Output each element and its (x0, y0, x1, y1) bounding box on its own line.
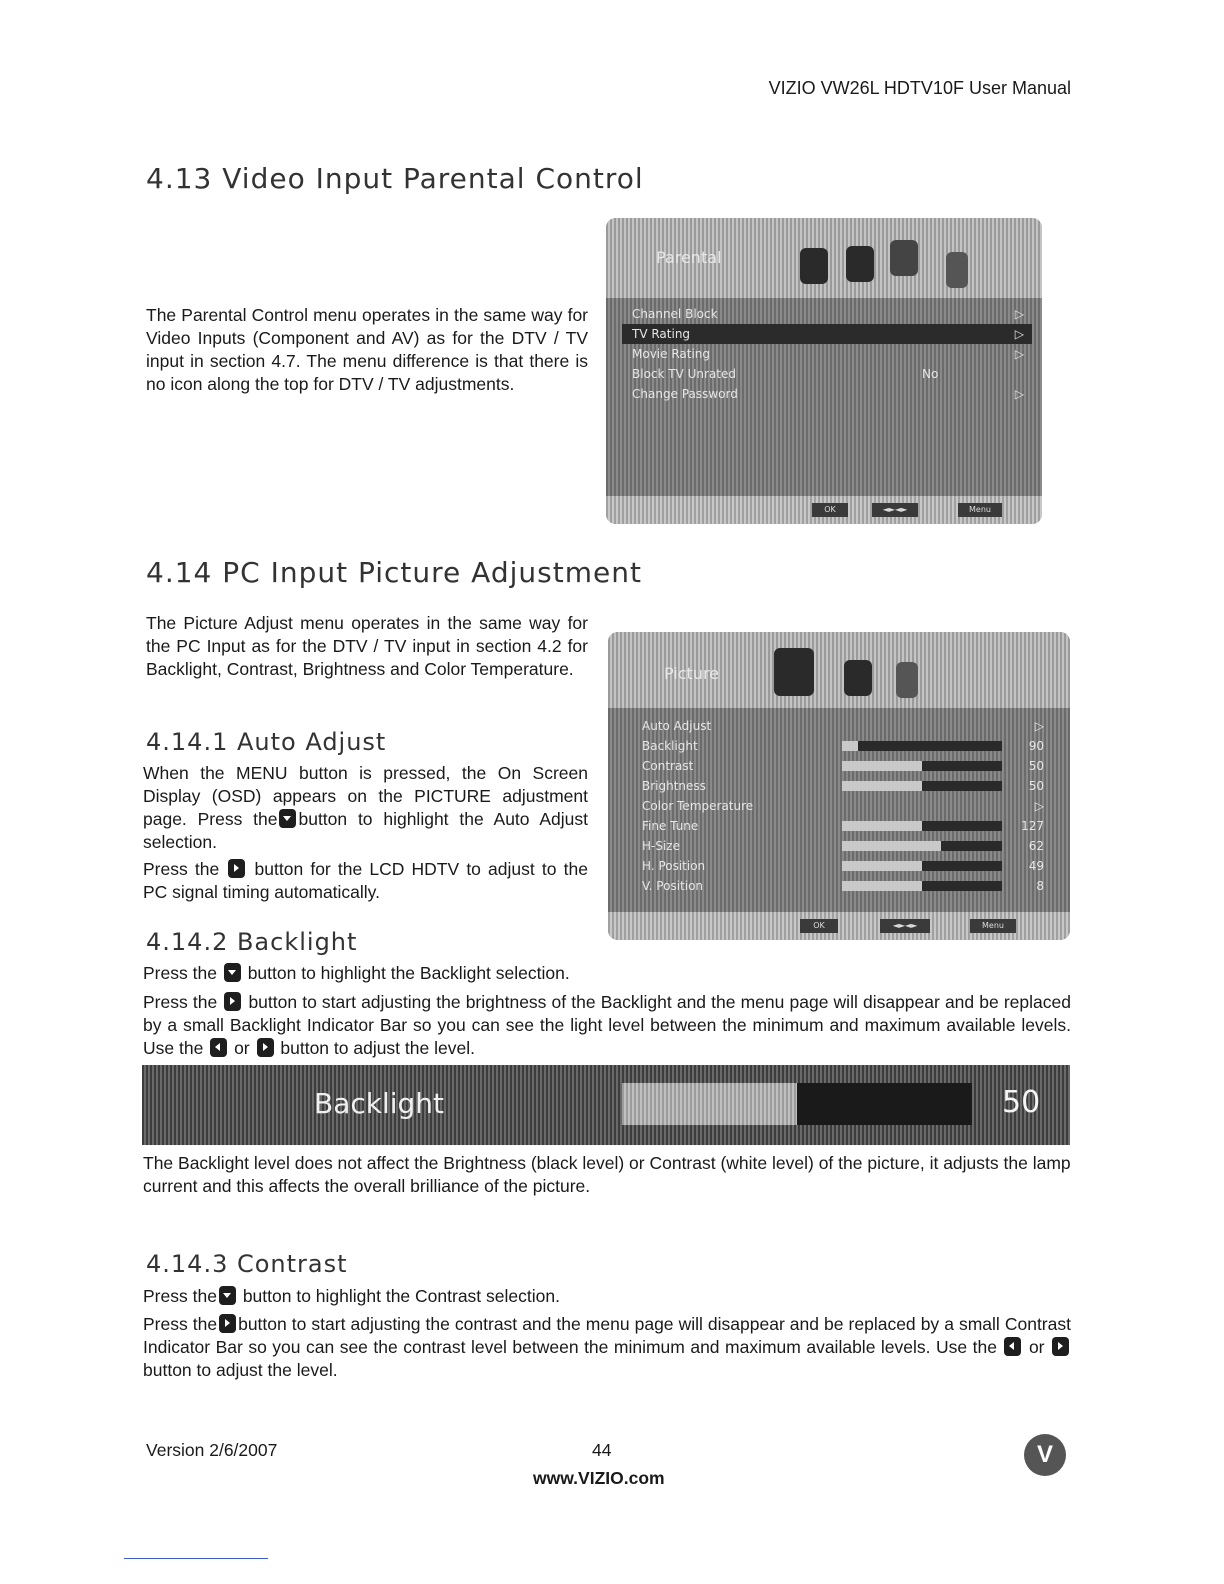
section-4-14-2-paragraph-1: Press the button to highlight the Backlight selection. (143, 963, 570, 983)
indicator-value: 50 (1002, 1085, 1041, 1120)
section-4-14-2-heading: 4.14.2 Backlight (146, 928, 358, 956)
level-bar (842, 741, 1002, 751)
down-button-icon (224, 963, 241, 982)
picture-menu-item: H-Size 62 (642, 839, 1044, 853)
manual-title: VIZIO VW26L HDTV10F User Manual (768, 78, 1071, 98)
right-button-icon (219, 1314, 236, 1333)
level-value: 49 (1028, 859, 1044, 873)
audio-icon (846, 246, 874, 282)
level-bar (842, 761, 1002, 771)
picture-menu-list (632, 716, 1052, 896)
level-value: 50 (1028, 779, 1044, 793)
picture-menu-item: Backlight 90 (642, 739, 1044, 753)
section-4-14-3-paragraph-1: Press the button to highlight the Contrast selection. (143, 1286, 560, 1306)
level-bar-fill (941, 841, 1002, 851)
section-4-13-heading: 4.13 Video Input Parental Control (146, 162, 644, 195)
section-4-14-heading: 4.14 PC Input Picture Adjustment (146, 556, 642, 589)
picture-menu-item: Fine Tune 127 (642, 819, 1044, 833)
submenu-arrow-icon: ▷ (1034, 799, 1044, 813)
left-button-icon (1004, 1337, 1021, 1356)
osd-title: Picture (664, 664, 720, 683)
osd-header (608, 632, 1070, 708)
level-bar (842, 781, 1002, 791)
settings-icon (896, 662, 918, 698)
level-bar-fill (922, 761, 1002, 771)
picture-menu-item: Color Temperature ▷ (642, 799, 1044, 813)
parental-icon (890, 240, 918, 276)
parental-osd-screenshot (606, 218, 1042, 524)
indicator-track (622, 1083, 972, 1125)
vizio-logo-icon: V (1024, 1434, 1066, 1476)
osd-menu-button: Menu (958, 503, 1002, 517)
backlight-indicator-bar (142, 1065, 1070, 1145)
section-4-14-2-paragraph-3: The Backlight level does not affect the Brightness (black level) or Contrast (white level) of the picture, it adjusts the lamp current and this affects the overall brilliance of the picture. (143, 1153, 1071, 1196)
osd-ok-button: OK (800, 919, 838, 933)
level-value: 50 (1028, 759, 1044, 773)
section-4-14-body: The Picture Adjust menu operates in the same way for the PC Input as for the DTV / TV input in section 4.2 for Backlight, Contrast, Brightness and Color Temperature. (146, 613, 588, 679)
level-value: 62 (1028, 839, 1044, 853)
osd-title: Parental (656, 248, 722, 267)
down-button-icon (279, 809, 296, 828)
level-bar (842, 881, 1002, 891)
osd-ok-button: OK (812, 503, 848, 517)
section-4-14-3-paragraph-2: Press the button to start adjusting the contrast and the menu page will disappear and be replaced by a small Contrast Indicator Bar so you can see the contrast level between the minimum and maximum available levels. Use the or button to adjust the level. (143, 1314, 1071, 1380)
picture-menu-item: Auto Adjust ▷ (642, 719, 1044, 733)
indicator-label: Backlight (314, 1087, 445, 1120)
level-bar-fill (922, 781, 1002, 791)
indicator-fill (622, 1083, 797, 1125)
osd-arrows-button: ◄►◄► (872, 503, 918, 517)
right-button-icon (1052, 1337, 1069, 1356)
page-number: 44 (592, 1440, 612, 1460)
menu-item-movie-rating: Movie Rating ▷ (632, 347, 1024, 361)
camera-icon (774, 648, 814, 696)
picture-menu-item: V. Position 8 (642, 879, 1044, 893)
osd-menu-button: Menu (970, 919, 1016, 933)
right-button-icon (228, 859, 245, 878)
parental-menu-list (622, 304, 1032, 404)
version-text: Version 2/6/2007 (146, 1440, 278, 1460)
section-4-14-1-heading: 4.14.1 Auto Adjust (146, 728, 387, 756)
picture-menu-item: Brightness 50 (642, 779, 1044, 793)
osd-footer (608, 912, 1070, 940)
right-button-icon (224, 992, 241, 1011)
input-icon (800, 248, 828, 284)
left-button-icon (210, 1038, 227, 1057)
section-4-13-body: The Parental Control menu operates in the same way for Video Inputs (Component and AV) as for the DTV / TV input in section 4.7. The menu difference is that there is no icon along the top for DTV / TV adjustments. (146, 305, 588, 394)
osd-arrows-button: ◄►◄► (880, 919, 930, 933)
level-bar-fill (858, 741, 1002, 751)
menu-item-block-tv-unrated: Block TV Unrated No (632, 367, 939, 381)
level-value: 127 (1021, 819, 1044, 833)
osd-footer (606, 496, 1042, 524)
level-bar (842, 861, 1002, 871)
picture-osd-screenshot (608, 632, 1070, 940)
down-button-icon (219, 1286, 236, 1305)
picture-menu-item: Contrast 50 (642, 759, 1044, 773)
section-4-14-3-heading: 4.14.3 Contrast (146, 1250, 348, 1278)
audio-icon (844, 660, 872, 696)
right-button-icon (257, 1038, 274, 1057)
osd-header (606, 218, 1042, 298)
settings-icon (946, 252, 968, 288)
footnote-divider (124, 1558, 268, 1559)
section-4-14-2-paragraph-2: Press the button to start adjusting the brightness of the Backlight and the menu page will disappear and be replaced by a small Backlight Indicator Bar so you can see the light level between the minimum and maximum available levels. Use the or button to adjust the level. (143, 992, 1071, 1058)
level-bar-fill (922, 881, 1002, 891)
section-4-14-1-paragraph-1: When the MENU button is pressed, the On Screen Display (OSD) appears on the PICTURE adjustment page. Press the button to highlight the Auto Adjust selection. (143, 763, 588, 852)
menu-item-tv-rating: TV Rating ▷ (622, 324, 1032, 344)
picture-menu-item: H. Position 49 (642, 859, 1044, 873)
level-bar (842, 821, 1002, 831)
menu-item-channel-block: Channel Block ▷ (632, 307, 1024, 321)
section-4-14-1-paragraph-2: Press the button for the LCD HDTV to adjust to the PC signal timing automatically. (143, 859, 588, 902)
menu-item-change-password: Change Password ▷ (632, 387, 1024, 401)
website-link[interactable]: www.VIZIO.com (533, 1468, 665, 1488)
level-value: 90 (1028, 739, 1044, 753)
submenu-arrow-icon: ▷ (1034, 719, 1044, 733)
level-value: 8 (1036, 879, 1044, 893)
level-bar (842, 841, 1002, 851)
level-bar-fill (922, 861, 1002, 871)
level-bar-fill (922, 821, 1002, 831)
